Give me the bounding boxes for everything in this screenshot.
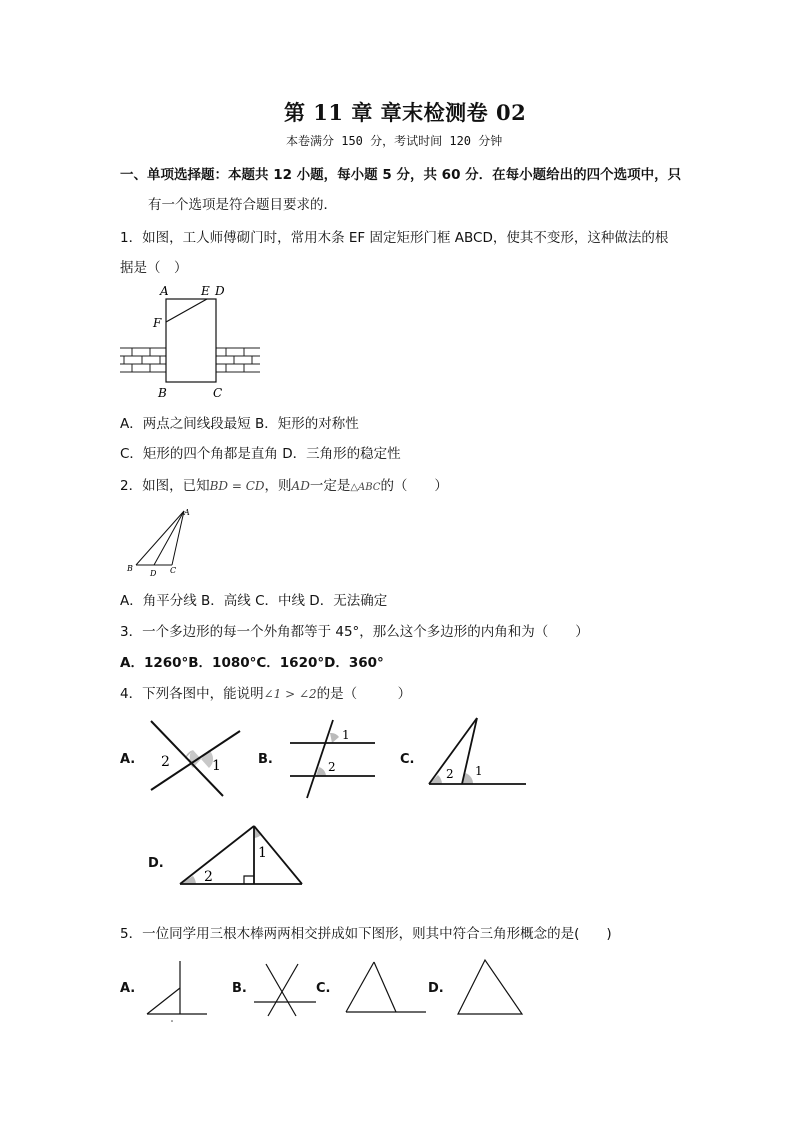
angle-1-label: 1 [475,764,483,778]
brick-wall-left [120,348,166,372]
q2-mid2: 一定是 [309,478,351,494]
section-heading-line2: 有一个选项是符合题目要求的． [148,197,337,213]
page-title: 第 11 章 章末检测卷 02 [284,100,527,125]
q4-label-b: B. [258,752,273,767]
q5-figure-a [143,958,211,1024]
q4-figure-b [286,718,378,800]
q4-label-c: C. [400,752,415,767]
q4-text [120,682,411,702]
label-e: E [201,284,210,298]
q4-figure-d [174,820,310,890]
label-d: D [150,569,157,578]
q1-door-figure [118,282,263,404]
q3-text: 3．一个多边形的每一个外角都等于 45°，那么这个多边形的内角和为（ ） [120,624,589,640]
q1-text-line2: 据是（ ） [120,260,188,276]
q4-prefix: 4．下列各图中，能说明 [120,686,264,702]
angle-2-label: 2 [161,754,170,770]
angle-1-label: 1 [212,758,221,774]
label-b: B [127,564,133,573]
q2-triangle-figure [122,506,194,580]
q1-options-ab: A．两点之间线段最短 B．矩形的对称性 [120,416,359,432]
angle-2-label: 2 [328,760,336,774]
q5-figure-b [252,958,318,1020]
q3-options: A．1260°B．1080°C．1620°D．360° [120,655,384,671]
q2-suffix: 的（ ） [380,478,448,494]
angle-2-label: 2 [446,767,454,781]
q2-options: A．角平分线 B．高线 C．中线 D．无法确定 [120,593,388,609]
label-c: C [213,386,223,400]
q2-math-bd-cd: BD = CD [209,479,265,493]
label-c: C [170,566,177,575]
angle-2-label: 2 [204,869,213,885]
label-f: F [153,316,162,330]
q5-label-c: C. [316,981,331,996]
label-a: A [160,284,169,298]
q4-label-a: A. [120,752,136,767]
door-frame-abcd [166,299,216,382]
q4-figure-a [145,718,245,800]
page-subtitle: 本卷满分 150 分，考试时间 120 分钟 [286,134,503,148]
label-a: A [184,508,190,517]
q4-label-d: D. [148,856,164,871]
label-d: D [215,284,225,298]
q4-figure-c [425,714,529,790]
q2-math-ad: AD [291,479,310,493]
q1-text-line1: 1．如图，工人师傅砌门时，常用木条 EF 固定矩形门框 ABCD，使其不变形，这种做法的根 [120,230,669,246]
q5-figure-d [452,956,528,1018]
q5-text: 5．一位同学用三根木棒两两相交拼成如下图形，则其中符合三角形概念的是( ) [120,926,612,942]
q2-prefix: 2．如图，已知 [120,478,210,494]
label-b: B [158,386,167,400]
q5-label-a: A. [120,981,136,996]
section-heading-line1: 一、单项选择题：本题共 12 小题，每小题 5 分，共 60 分．在每小题给出的四个选项中，只 [120,167,682,183]
q2-mid: ，则 [264,478,292,494]
q4-math: ∠1 > ∠2 [263,687,317,701]
brick-wall-right [216,348,260,372]
q4-suffix: 的是（ ） [316,686,412,702]
angle-1-label: 1 [342,728,350,742]
q5-label-d: D. [428,981,444,996]
q5-figure-c [340,958,430,1018]
q5-label-b: B. [232,981,247,996]
q2-math-triangle: △ABC [350,482,381,493]
angle-1-label: 1 [258,845,267,861]
q2-text [120,474,448,494]
q1-options-cd: C．矩形的四个角都是直角 D．三角形的稳定性 [120,446,401,462]
